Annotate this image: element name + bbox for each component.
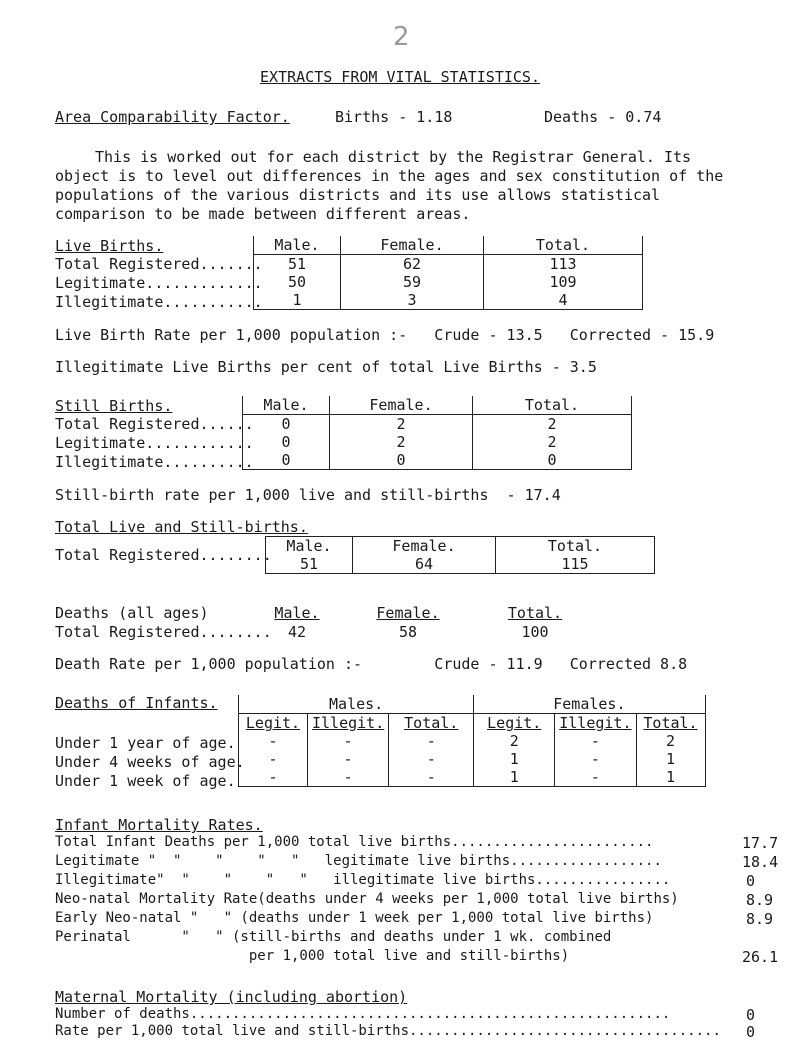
page-number: 2 [393, 22, 410, 52]
row-label: Under 4 weeks of age. [55, 753, 245, 771]
live-births-heading: Live Births. [55, 237, 164, 255]
col-header: Total. [484, 236, 643, 255]
row-label: Illegitimate........... [55, 293, 263, 311]
total-live-still-heading: Total Live and Still-births. [55, 518, 308, 536]
rate-value: 26.1 [742, 948, 779, 966]
cell: 64 [353, 555, 496, 574]
row-label: Total Registered........ [55, 623, 272, 641]
cell: 2 [330, 433, 473, 451]
infant-mortality-heading: Infant Mortality Rates. [55, 816, 263, 834]
rate-line: Total Infant Deaths per 1,000 total live births........................ [55, 834, 654, 850]
rate-line: per 1,000 total live and still-births) [55, 948, 570, 964]
cell: - [239, 750, 308, 768]
cell: 113 [484, 255, 643, 274]
cell: 0 [243, 433, 330, 451]
still-births-table [242, 396, 632, 470]
cell: 2 [473, 415, 632, 434]
col-header: Illegit. [555, 714, 636, 733]
col-header: Total. [473, 396, 632, 415]
cell: 1 [254, 291, 341, 310]
comparability-births: Births - 1.18 [335, 108, 453, 126]
group-header: Females. [474, 695, 705, 714]
intro-line: This is worked out for each district by the Registrar General. Its [95, 148, 692, 166]
col-header: Legit. [239, 714, 308, 733]
intro-line: populations of the various districts and its use allows statistical [55, 186, 661, 204]
cell: 1 [474, 768, 555, 787]
col-header: Female. [341, 236, 484, 255]
intro-line: object is to level out differences in the ages and sex constitution of the [55, 167, 724, 185]
infant-deaths-table [238, 695, 706, 787]
cell: - [389, 750, 474, 768]
rate-value: 18.4 [742, 853, 779, 871]
infant-deaths-heading: Deaths of Infants. [55, 694, 218, 712]
cell: - [555, 768, 636, 787]
cell: - [555, 750, 636, 768]
death-rate: Death Rate per 1,000 population :- Crude - 11.9 Corrected 8.8 [55, 655, 688, 673]
illegit-percent: Illegitimate Live Births per cent of total Live Births - 3.5 [55, 358, 597, 376]
cell: 2 [636, 732, 705, 750]
cell: - [389, 732, 474, 750]
live-birth-rate: Live Birth Rate per 1,000 population :- Crude - 13.5 Corrected - 15.9 [55, 326, 715, 344]
comparability-label: Area Comparability Factor. [55, 108, 290, 126]
cell: 3 [341, 291, 484, 310]
col-header: Female. [376, 604, 440, 622]
row-label: Total Registered........ [55, 546, 272, 564]
maternal-value: 0 [746, 1006, 756, 1024]
still-birth-rate: Still-birth rate per 1,000 live and still-births - 17.4 [55, 486, 561, 504]
col-header: Female. [353, 537, 496, 556]
rate-line: Illegitimate" " " " " illegitimate live births................ [55, 872, 671, 888]
cell: 62 [341, 255, 484, 274]
cell: - [389, 768, 474, 787]
col-header: Male. [243, 396, 330, 415]
rate-value: 17.7 [742, 834, 779, 852]
col-header: Total. [496, 537, 655, 556]
col-header: Male. [254, 236, 341, 255]
cell: 58 [398, 623, 418, 641]
row-label: Under 1 week of age. [55, 772, 236, 790]
cell: 100 [521, 623, 549, 641]
cell: - [239, 768, 308, 787]
row-label: Legitimate............. [55, 274, 263, 292]
col-header: Female. [330, 396, 473, 415]
col-header: Legit. [474, 714, 555, 733]
cell: 0 [243, 451, 330, 470]
cell: 115 [496, 555, 655, 574]
cell: 2 [330, 415, 473, 434]
maternal-line: Number of deaths......................................................... [55, 1006, 671, 1022]
cell: 109 [484, 273, 643, 291]
cell: 0 [473, 451, 632, 470]
rate-value: 8.9 [746, 910, 774, 928]
row-label: Total Registered...... [55, 415, 254, 433]
still-births-heading: Still Births. [55, 397, 173, 415]
cell: - [555, 732, 636, 750]
group-header: Males. [239, 695, 474, 714]
cell: 1 [636, 750, 705, 768]
rate-line: Legitimate " " " " " legitimate live births.................. [55, 853, 662, 869]
row-label: Illegitimate.......... [55, 453, 254, 471]
rate-line: Neo-natal Mortality Rate(deaths under 4 weeks per 1,000 total live births) [55, 891, 679, 907]
col-header: Total. [636, 714, 705, 733]
rate-line: Early Neo-natal " " (deaths under 1 week per 1,000 total live births) [55, 910, 654, 926]
col-header: Illegit. [308, 714, 389, 733]
cell: 1 [474, 750, 555, 768]
comparability-deaths: Deaths - 0.74 [544, 108, 662, 126]
cell: 59 [341, 273, 484, 291]
maternal-line: Rate per 1,000 total live and still-births..................................... [55, 1023, 721, 1039]
cell: - [308, 732, 389, 750]
total-live-still-table [265, 536, 655, 574]
col-header: Total. [389, 714, 474, 733]
cell: 50 [254, 273, 341, 291]
cell: - [239, 732, 308, 750]
col-header: Male. [266, 537, 353, 556]
row-label: Under 1 year of age. [55, 734, 236, 752]
page-title: EXTRACTS FROM VITAL STATISTICS. [260, 68, 540, 86]
live-births-table [253, 236, 643, 310]
maternal-heading: Maternal Mortality (including abortion) [55, 988, 408, 1006]
cell: 51 [254, 255, 341, 274]
cell: 0 [243, 415, 330, 434]
cell: 42 [287, 623, 307, 641]
cell: 1 [636, 768, 705, 787]
col-header: Total. [507, 604, 563, 622]
cell: 0 [330, 451, 473, 470]
row-label: Total Registered....... [55, 255, 263, 273]
cell: - [308, 768, 389, 787]
cell: - [308, 750, 389, 768]
deaths-heading: Deaths (all ages) [55, 604, 209, 622]
cell: 51 [266, 555, 353, 574]
rate-value: 0 [746, 872, 756, 890]
cell: 2 [474, 732, 555, 750]
cell: 4 [484, 291, 643, 310]
rate-value: 8.9 [746, 891, 774, 909]
row-label: Legitimate............ [55, 434, 254, 452]
col-header: Male. [274, 604, 320, 622]
intro-line: comparison to be made between different areas. [55, 205, 471, 223]
cell: 2 [473, 433, 632, 451]
rate-line: Perinatal " " (still-births and deaths under 1 wk. combined [55, 929, 612, 945]
maternal-value: 0 [746, 1023, 756, 1041]
